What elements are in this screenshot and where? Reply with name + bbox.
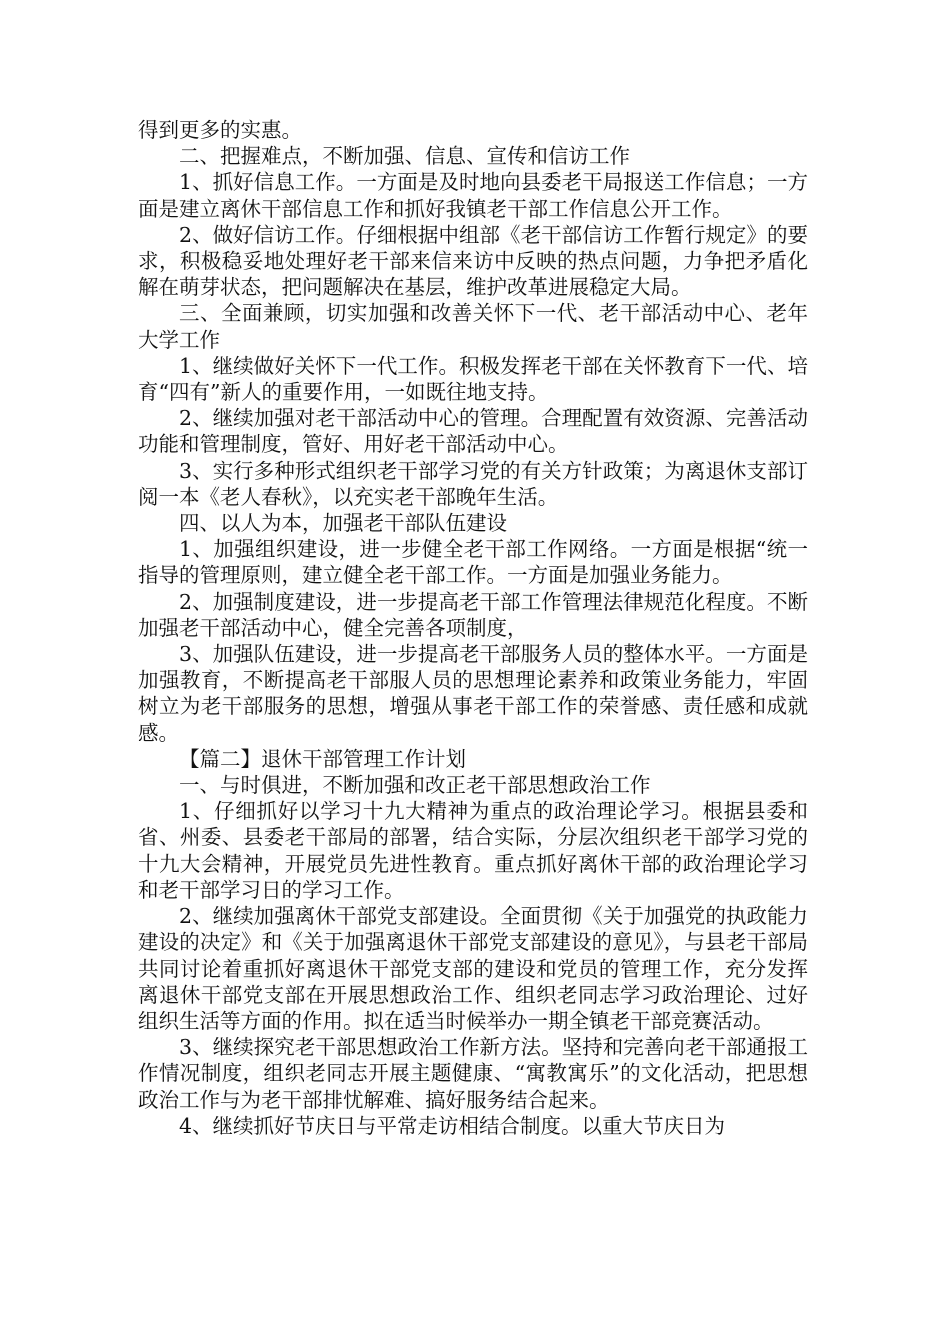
section-heading-2: 二、把握难点，不断加强、信息、宣传和信访工作	[179, 144, 630, 169]
section-heading-3: 三、全面兼顾，切实加强和改善关怀下一代、老干部活动中心、老年大学工作	[138, 301, 808, 352]
paragraph-team-building: 3、加强队伍建设，进一步提高老干部服务人员的整体水平。一方面是加强教育，不断提高老干部服人员的思想理论素养和政策业务能力，牢固树立为老干部服务的思想，增强从事老干部工作的荣誉感、责任感和成就感。	[138, 642, 808, 745]
paragraph-study-policy: 3、实行多种形式组织老干部学习党的有关方针政策；为离退休支部订阅一本《老人春秋》，以充实老干部晚年生活。	[138, 458, 808, 509]
paragraph-new-methods: 3、继续探究老干部思想政治工作新方法。坚持和完善向老干部通报工作情况制度，组织老同志开展主题健康、“寓教寓乐”的文化活动，把思想政治工作与为老干部排忧解难、搞好服务结合起来。	[138, 1035, 808, 1112]
paragraph-next-generation: 1、继续做好关怀下一代工作。积极发挥老干部在关怀教育下一代、培育“四有”新人的重要作用，一如既往地支持。	[138, 353, 808, 405]
paragraph-info-work: 1、抓好信息工作。一方面是及时地向县委老干局报送工作信息；一方面是建立离休干部信息工作和抓好我镇老干部工作信息公开工作。	[138, 170, 808, 221]
part-two-title: 【篇二】退休干部管理工作计划	[179, 746, 466, 771]
paragraph-festival-visits: 4、继续抓好节庆日与平常走访相结合制度。以重大节庆日为	[179, 1113, 726, 1138]
document-body	[138, 117, 808, 1139]
paragraph-activity-center: 2、继续加强对老干部活动中心的管理。合理配置有效资源、完善活动功能和管理制度，管好、用好老干部活动中心。	[138, 406, 808, 457]
part-two-heading-1: 一、与时俱进，不断加强和改正老干部思想政治工作	[179, 773, 651, 798]
paragraph-party-branch: 2、继续加强离休干部党支部建设。全面贯彻《关于加强党的执政能力建设的决定》和《关于加强离退休干部党支部建设的意见》，与县老干部局共同讨论着重抓好离退休干部党支部的建设和党员的管理工作，充分发挥离退休干部党支部在开展思想政治工作、组织老同志学习政治理论、过好组织生活等方面的作用。拟在适当时候举办一期全镇老干部竞赛活动。	[138, 904, 808, 1033]
paragraph-organization: 1、加强组织建设，进一步健全老干部工作网络。一方面是根据“统一指导的管理原则，建立健全老干部工作。一方面是加强业务能力。	[138, 537, 808, 588]
paragraph-theory-study: 1、仔细抓好以学习十九大精神为重点的政治理论学习。根据县委和省、州委、县委老干部局的部署，结合实际，分层次组织老干部学习党的十九大会精神，开展党员先进性教育。重点抓好离休干部的政治理论学习和老干部学习日的学习工作。	[138, 799, 808, 902]
paragraph-continuation: 得到更多的实惠。	[138, 118, 302, 142]
section-heading-4: 四、以人为本，加强老干部队伍建设	[179, 511, 507, 536]
paragraph-system-building: 2、加强制度建设，进一步提高老干部工作管理法律规范化程度。不断加强老干部活动中心，健全完善各项制度，	[138, 589, 808, 640]
paragraph-petition-work: 2、做好信访工作。仔细根据中组部《老干部信访工作暂行规定》的要求，积极稳妥地处理好老干部来信来访中反映的热点问题，力争把矛盾化解在萌芽状态，把问题解决在基层，维护改革进展稳定大局。	[138, 222, 808, 300]
